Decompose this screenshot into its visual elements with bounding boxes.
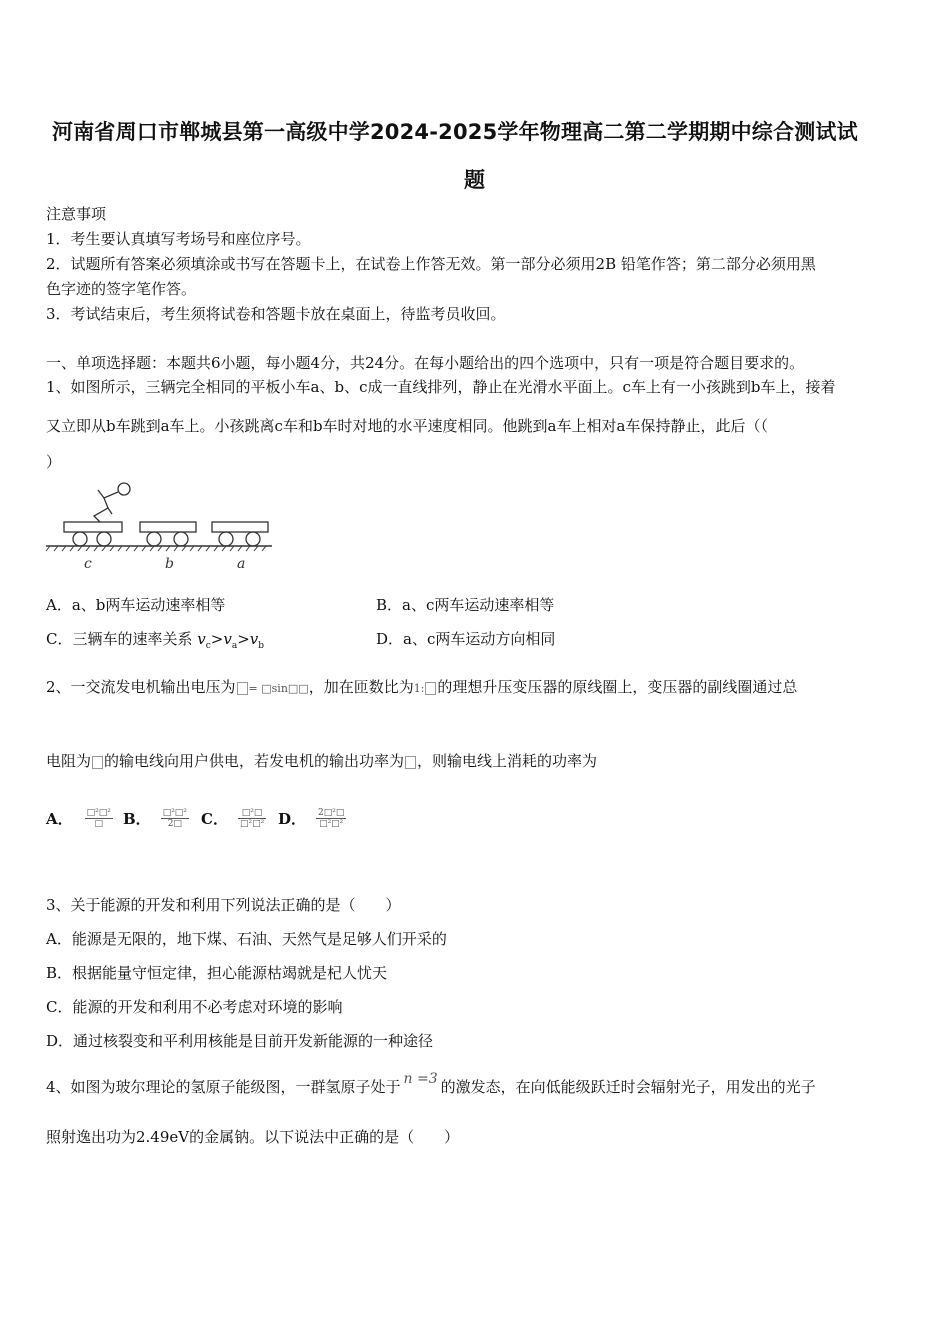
q2-option-a: A． $\frac{\text{□²□²}}{□}$ [46, 808, 111, 829]
q4-stem-line1: 4、如图为玻尔理论的氢原子能级图，一群氢原子处于 n =3 的激发态，在向低能级跃迁时会辐射光子，用发出的光子 [46, 1071, 816, 1096]
q2-option-d: D． $\frac{\text{2□²□}}{\text{□²□²}}$ [278, 808, 345, 829]
q1-stem-line1: 1、如图所示，三辆完全相同的平板小车a、b、c成一直线排列，静止在光滑水平面上。c车上有一小孩跳到b车上，接着 [46, 378, 836, 396]
q1-cart-figure [46, 478, 276, 574]
formula-placeholder [425, 682, 436, 695]
child-figure [94, 483, 130, 522]
cart-label-b: b [165, 556, 174, 572]
q1-option-d: D．a、c两车运动方向相同 [376, 630, 556, 648]
q1-option-b: B．a、c两车运动速率相等 [376, 596, 555, 614]
notice-heading: 注意事项 [46, 205, 107, 223]
cart-a [212, 522, 268, 546]
notice-item-2: 2．试题所有答案必须填涂或书写在答题卡上，在试卷上作答无效。第一部分必须用2B 铅笔作答；第二部分必须用黑 [46, 255, 816, 273]
cart-b [140, 522, 196, 546]
q3-option-b: B．根据能量守恒定律，担心能源枯竭就是杞人忧天 [46, 964, 388, 982]
q1-option-a: A．a、b两车运动速率相等 [46, 596, 226, 614]
notice-item-2-cont: 色字迹的签字笔作答。 [46, 280, 197, 298]
q2-stem-line2: 电阻为 的输电线向用户供电，若发电机的输出功率为 ，则输电线上消耗的功率为 [46, 752, 598, 770]
cart-label-c: c [84, 556, 92, 572]
section-heading: 一、单项选择题：本题共6小题，每小题4分，共24分。在每小题给出的四个选项中，只有一项是符合题目要求的。 [46, 354, 805, 372]
q1-option-c: C．三辆车的速率关系 $v_c>v_a>v_b$ [46, 630, 265, 651]
cart-c [64, 522, 122, 546]
formula-placeholder [405, 756, 416, 769]
q1-stem-line3: ） [46, 453, 62, 471]
q2-stem-line1: 2、一交流发电机输出电压为 = □sin□□，加在匝数比为1: 的理想升压变压器的原线圈上，变压器的副线圈通过总 [46, 678, 798, 696]
notice-item-1: 1．考生要认真填写考场号和座位序号。 [46, 230, 311, 248]
q2-option-b: B． $\frac{\text{□²□²}}{2□}$ [123, 808, 187, 829]
formula-placeholder [237, 682, 248, 695]
q4-stem-line2: 照射逸出功为2.49eV的金属钠。以下说法中正确的是（ ） [46, 1128, 460, 1146]
q2-option-c: C． $\frac{\text{□²□}}{\text{□²□²}}$ [201, 808, 265, 829]
notice-item-3: 3．考试结束后，考生须将试卷和答题卡放在桌面上，待监考员收回。 [46, 305, 506, 323]
q3-option-d: D．通过核裂变和平利用核能是目前开发新能源的一种途径 [46, 1032, 434, 1050]
q3-option-a: A．能源是无限的，地下煤、石油、天然气是足够人们开采的 [46, 930, 447, 948]
formula-placeholder [92, 756, 103, 769]
cart-label-a: a [237, 556, 246, 572]
page-title-line1: 河南省周口市郸城县第一高级中学2024-2025学年物理高二第二学期期中综合测试试 [52, 120, 858, 144]
page-title-line2: 题 [464, 168, 486, 192]
q3-stem: 3、关于能源的开发和利用下列说法正确的是（ ） [46, 896, 401, 914]
q3-option-c: C．能源的开发和利用不必考虑对环境的影响 [46, 998, 343, 1016]
q1-stem-line2: 又立即从b车跳到a车上。小孩跳离c车和b车时对地的水平速度相同。他跳到a车上相对a车保持静止，此后（（ [46, 417, 768, 435]
